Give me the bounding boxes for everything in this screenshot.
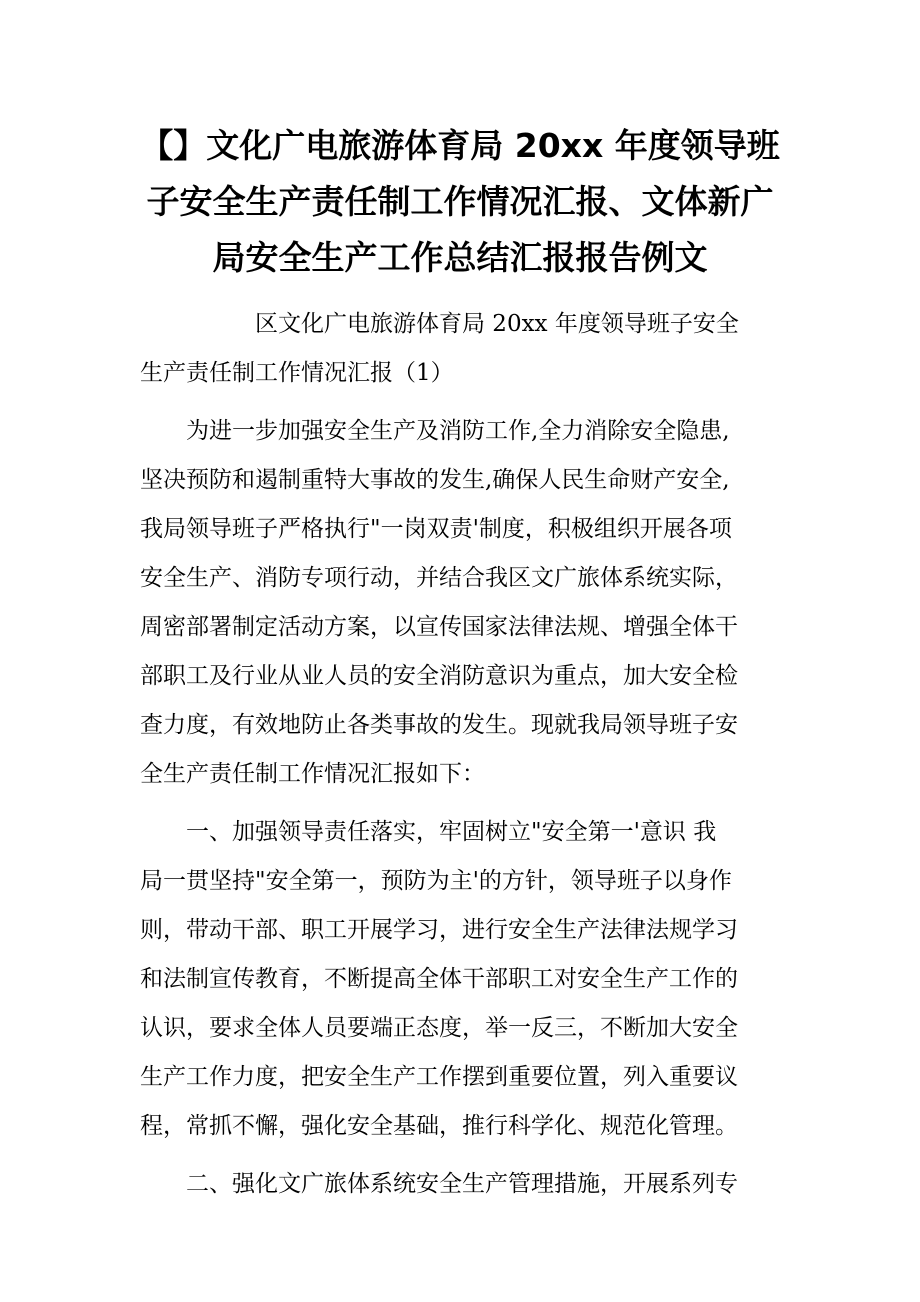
paragraph-line: 一、加强领导责任落实，牢固树立"安全第一'意识 我 <box>186 819 717 845</box>
paragraph-line: 生产工作力度，把安全生产工作摆到重要位置，列入重要议 <box>140 1064 738 1090</box>
paragraph-line: 部职工及行业从业人员的安全消防意识为重点，加大安全检 <box>140 663 738 689</box>
paragraph-line: 则，带动干部、职工开展学习，进行安全生产法律法规学习 <box>140 917 738 943</box>
paragraph-line: 周密部署制定活动方案，以宣传国家法律法规、增强全体干 <box>140 614 738 640</box>
paragraph-line: 程，常抓不懈，强化安全基础，推行科学化、规范化管理。 <box>140 1113 738 1139</box>
paragraph-line: 为进一步加强安全生产及消防工作,全力消除安全隐患, <box>186 418 730 444</box>
paragraph <box>140 1160 800 1209</box>
paragraph-line: 二、强化文广旅体系统安全生产管理措施，开展系列专 <box>186 1171 738 1197</box>
paragraph-line: 安全生产、消防专项行动，并结合我区文广旅体系统实际， <box>140 565 738 591</box>
paragraph-line: 我局领导班子严格执行"一岗双责'制度，积极组织开展各项 <box>140 516 732 542</box>
subtitle-line: 区文化广电旅游体育局 20xx 年度领导班子安全 <box>255 311 739 337</box>
paragraph-line: 查力度，有效地防止各类事故的发生。现就我局领导班子安 <box>140 712 738 738</box>
paragraph-line: 和法制宣传教育，不断提高全体干部职工对安全生产工作的 <box>140 966 738 992</box>
document-title <box>100 118 820 286</box>
paragraph-line: 认识，要求全体人员要端正态度，举一反三，不断加大安全 <box>140 1015 738 1041</box>
document-body <box>140 300 800 1209</box>
subtitle-line: 生产责任制工作情况汇报（1） <box>140 360 454 386</box>
paragraph-line: 局一贯坚持"安全第一，预防为主'的方针，领导班子以身作 <box>140 868 732 894</box>
title-line: 局安全生产工作总结汇报报告例文 <box>212 238 708 277</box>
paragraph-line: 全生产责任制工作情况汇报如下： <box>140 761 485 787</box>
title-line: 子安全生产责任制工作情况汇报、文体新广 <box>146 182 774 221</box>
title-line: 【】文化广电旅游体育局 20xx 年度领导班 <box>140 126 780 165</box>
paragraph <box>140 808 800 1151</box>
subtitle <box>140 300 800 398</box>
paragraph-line: 坚决预防和遏制重特大事故的发生,确保人民生命财产安全, <box>140 467 730 493</box>
paragraph <box>140 407 800 799</box>
